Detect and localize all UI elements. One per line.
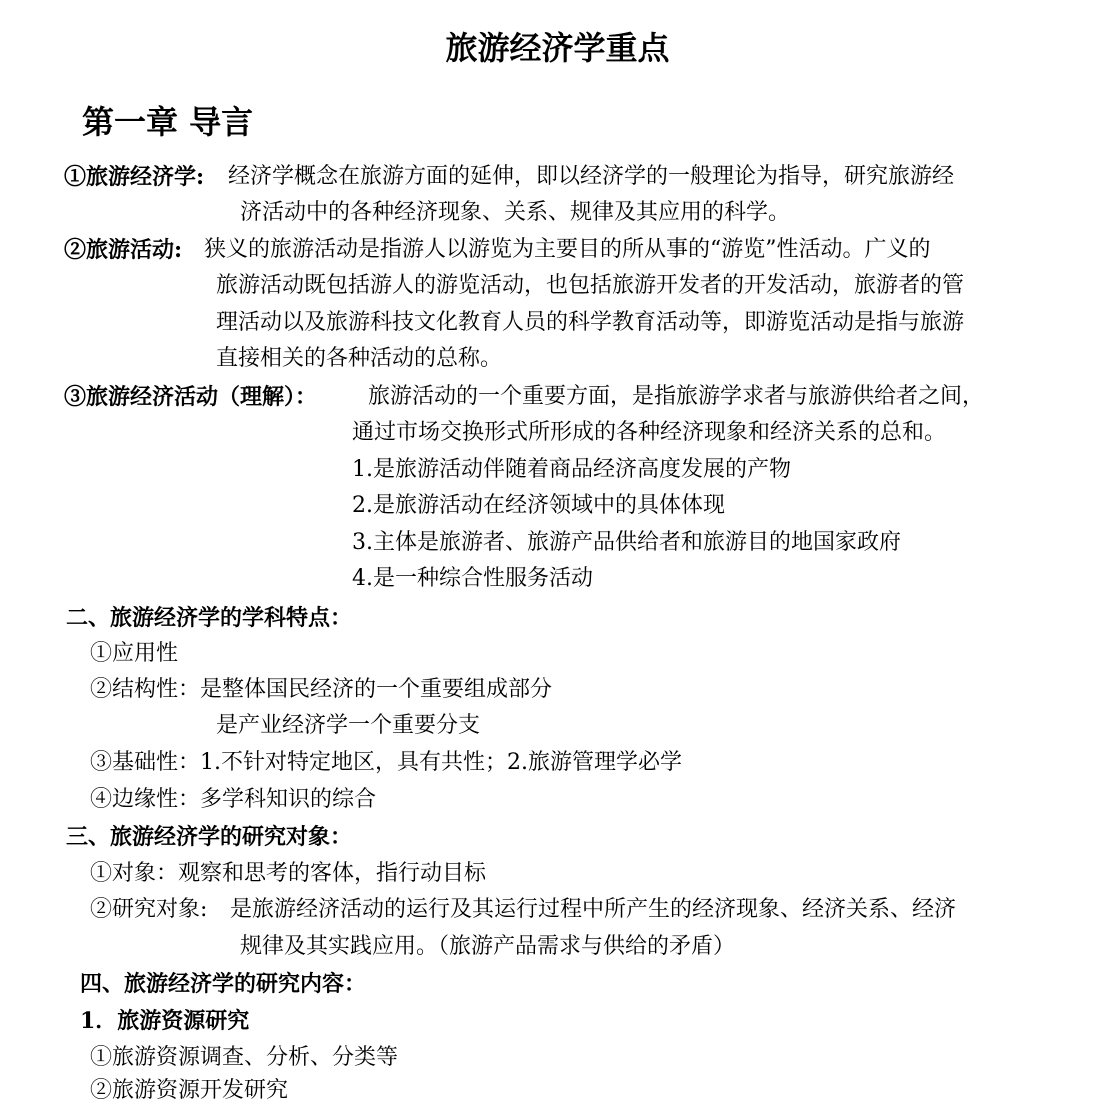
list-item: ③基础性：1.不针对特定地区，具有共性；2.旅游管理学必学 [90,750,682,775]
term-text: 直接相关的各种活动的总称。 [216,346,503,371]
list-item: ②结构性：是整体国民经济的一个重要组成部分 [90,677,553,702]
sub-heading: 1．旅游资源研究 [80,1008,250,1034]
list-item: 4.是一种综合性服务活动 [352,566,593,591]
section-heading: 三、旅游经济学的研究对象： [66,824,353,850]
list-item: 是产业经济学一个重要分支 [216,713,481,738]
term-text: 经济学概念在旅游方面的延伸，即以经济学的一般理论为指导，研究旅游经 [228,164,955,189]
section-heading: 四、旅游经济学的研究内容： [80,971,367,997]
page-title: 旅游经济学重点 [445,29,670,67]
term-text: 济活动中的各种经济现象、关系、规律及其应用的科学。 [240,200,791,225]
list-item: ①旅游资源调查、分析、分类等 [90,1045,399,1070]
list-item: ②研究对象: [90,897,208,922]
term-text: 狭义的旅游活动是指游人以游览为主要目的所从事的“游览”性活动。广义的 [204,237,931,262]
term-text: 通过市场交换形式所形成的各种经济现象和经济关系的总和。 [352,420,947,445]
term-text: 旅游活动既包括游人的游览活动，也包括旅游开发者的开发活动，旅游者的管 [216,273,965,298]
list-item: ②旅游资源开发研究 [90,1078,289,1103]
list-item: 2.是旅游活动在经济领域中的具体体现 [352,493,725,518]
term-label: ③旅游经济活动（理解）： [64,384,318,410]
list-item: ④边缘性：多学科知识的综合 [90,787,377,812]
term-text: 是旅游经济活动的运行及其运行过程中所产生的经济现象、经济关系、经济 [230,897,957,922]
list-item: ①对象：观察和思考的客体，指行动目标 [90,861,487,886]
section-heading: 二、旅游经济学的学科特点： [66,605,353,631]
chapter-heading: 第一章 导言 [82,103,254,141]
term-label: ①旅游经济学: [64,164,205,190]
list-item: 3.主体是旅游者、旅游产品供给者和旅游目的地国家政府 [352,530,901,555]
list-item: 1.是旅游活动伴随着商品经济高度发展的产物 [352,457,791,482]
term-text: 旅游活动的一个重要方面，是指旅游学求者与旅游供给者之间， [368,384,985,409]
list-item: ①应用性 [90,641,179,666]
term-label: ②旅游活动: [64,237,183,263]
term-text: 规律及其实践应用。（旅游产品需求与供给的矛盾） [240,934,736,959]
term-text: 理活动以及旅游科技文化教育人员的科学教育活动等，即游览活动是指与旅游 [216,310,965,335]
